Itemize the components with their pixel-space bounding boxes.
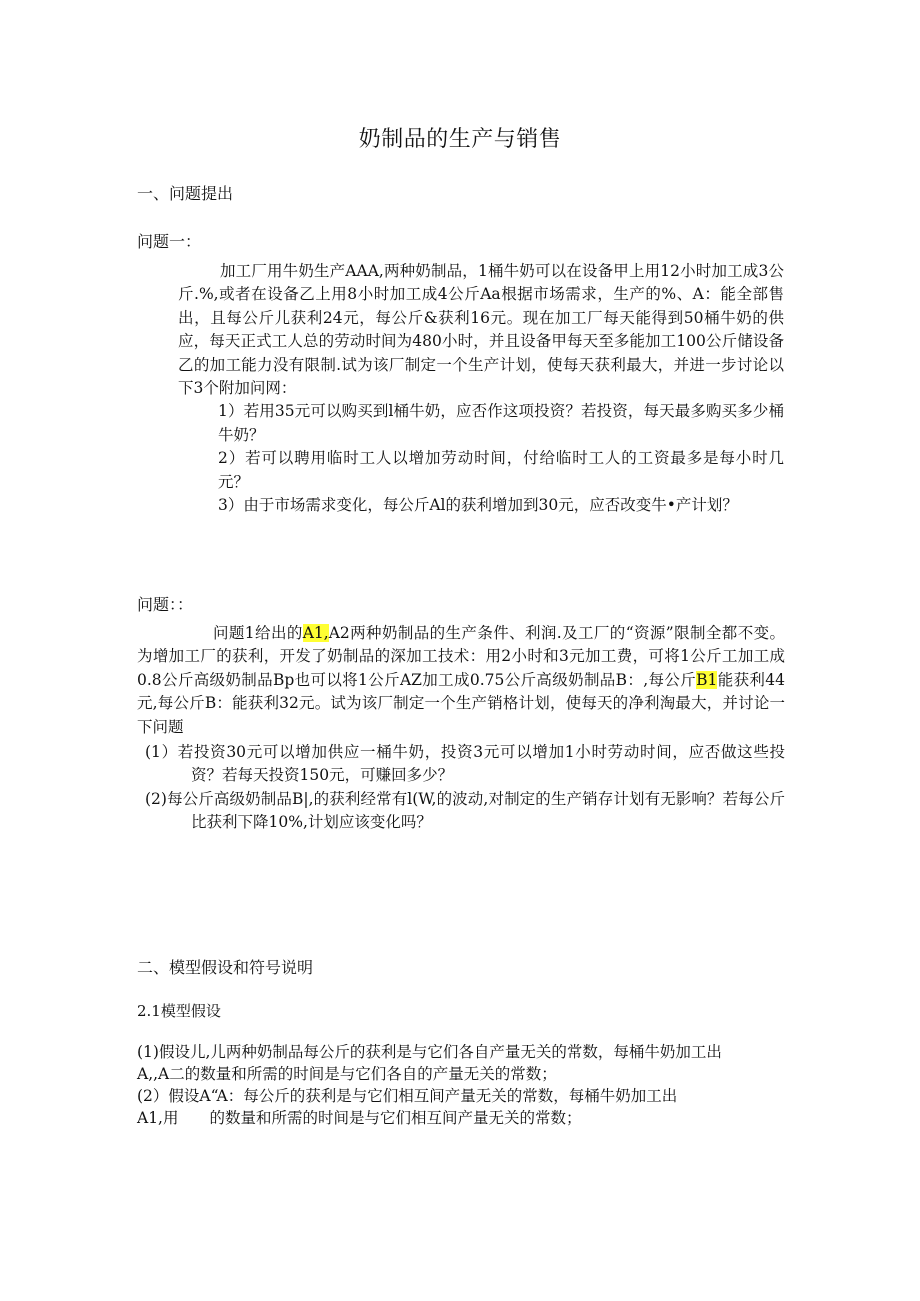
problem-one-label: 问题一： <box>137 232 202 251</box>
problem-one-sub1: 1）若用35元可以购买到l桶牛奶，应否作这项投资？若投资，每天最多购买多少桶牛奶？ <box>218 402 784 444</box>
highlight-a1: A1, <box>302 624 329 642</box>
problem-two-label: 问题：： <box>137 595 194 614</box>
problem-two-body-part-b: A2两种奶制品的生产条件、利润.及工厂的“资源”限制全都不变。为增加工厂的获利，开发了奶制品的深加工技术：用2小时和3元加工费，可将1公斤工加工成0.8公斤高级奶制品Bp也可以将1公斤AZ加工成0.75公斤高级奶制品B：,每公斤 <box>137 624 785 689</box>
problem-one-sub3: 3）由于市场需求变化，每公斤Al的获利增加到30元，应否改变牛•产计划？ <box>218 496 738 515</box>
problem-two-body-part-a: 问题1给出的 <box>213 624 303 642</box>
problem-one-block <box>178 260 784 517</box>
highlight-b1: B1 <box>696 670 718 689</box>
assumptions-block <box>137 1041 787 1129</box>
section-heading-assumptions: 二、模型假设和符号说明 <box>137 958 314 977</box>
assumption-1-line1: (1)假设儿,儿两种奶制品每公斤的获利是与它们各自产量无关的常数，每桶牛奶加工出 <box>137 1043 722 1061</box>
document-title: 奶制品的生产与销售 <box>358 127 562 152</box>
section-heading-problem: 一、问题提出 <box>137 184 234 203</box>
problem-one-sub2: 2）若可以聘用临时工人以增加劳动时间，付给临时工人的工资最多是每小时几元？ <box>218 449 784 491</box>
assumption-1-line2: A,,A二的数量和所需的时间是与它们各自的产量无关的常数； <box>137 1065 557 1083</box>
problem-one-body: 加工厂用牛奶生产AAA,两种奶制品，1桶牛奶可以在设备甲上用12小时加工成3公斤.%,或者在设备乙上用8小时加工成4公斤Aa根据市场需求，生产的%、A：能全部售出，且每公斤儿获利24元，每公斤&获利16元。现在加工厂每天能得到50桶牛奶的供应，每天正式工人总的劳动时间为480小时，并且设备甲每天至多能加工100公斤储设备乙的加工能力没有限制.试为该厂制定一个生产计划，使每天获利最大，并进一步讨论以下3个附加问网： <box>178 262 784 398</box>
problem-two-block <box>137 622 785 835</box>
problem-two-body-part-c: 能获利44元,每公斤B：能获利32元。试为该厂制定一个生产销格计划，使每天的净利淘最大，并讨论一下问题 <box>137 670 785 736</box>
problem-two-item2: (2)每公斤高级奶制品B|,的获利经常有l(W,的波动,对制定的生产销存计划有无影响？若每公斤比获利下降10%,计划应该变化吗？ <box>145 789 785 832</box>
assumption-2-line1: (2）假设A“A：每公斤的获利是与它们相互间产量无关的常数，每桶牛奶加工出 <box>137 1087 678 1105</box>
problem-two-body <box>137 622 785 739</box>
subsection-heading-assumptions: 2.1模型假设 <box>137 1002 221 1020</box>
assumption-2-line2: A1,用 的数量和所需的时间是与它们相互间产量无关的常数； <box>137 1109 582 1127</box>
problem-two-item1: (1）若投资30元可以增加供应一桶牛奶，投资3元可以增加1小时劳动时间，应否做这些投资？若每天投资150元，可赚回多少？ <box>145 743 785 785</box>
